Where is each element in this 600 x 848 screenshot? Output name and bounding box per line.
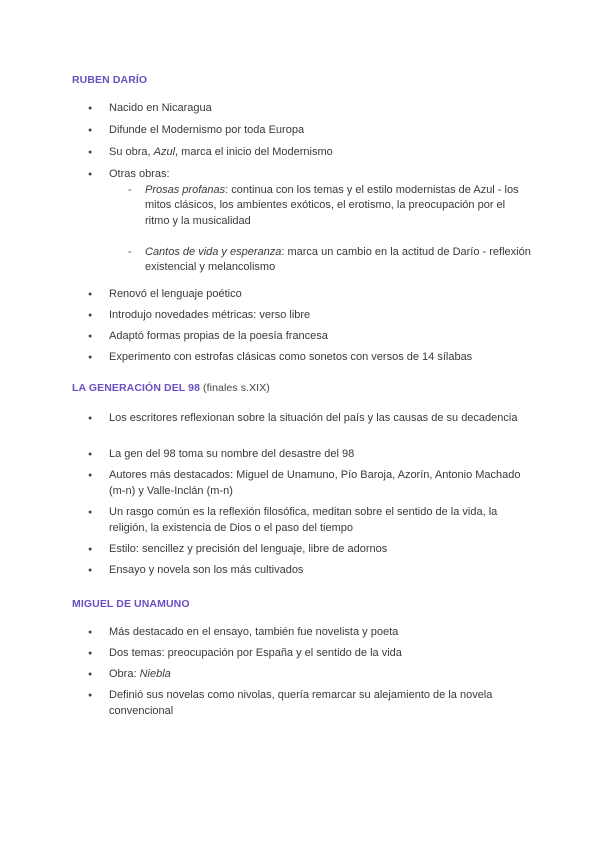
list-item: ● Experimento con estrofas clásicas como sonetos con versos de 14 sílabas: [72, 350, 532, 371]
heading-title: LA GENERACIÓN DEL 98: [72, 382, 201, 394]
generacion-98-list: [72, 411, 532, 584]
section-heading: RUBEN DARÍO: [72, 74, 148, 86]
list-item: ● Estilo: sencillez y precisión del lenguaje, libre de adornos: [72, 542, 532, 563]
section-generacion-98: [72, 381, 532, 395]
work-title: Cantos de vida y esperanza: [145, 245, 282, 258]
list-item: [72, 667, 532, 688]
list-item: ● Más destacado en el ensayo, también fue novelista y poeta: [72, 625, 532, 646]
heading-note: (finales s.XIX): [200, 382, 270, 394]
item-text: Otras obras:: [109, 168, 170, 180]
list-item: ● Definió sus novelas como nivolas, quería remarcar su alejamiento de la novela convencional: [72, 688, 532, 719]
section-miguel-de-unamuno: [72, 597, 532, 611]
list-item: [72, 145, 532, 167]
list-item: ● Un rasgo común es la reflexión filosófica, meditan sobre el sentido de la vida, la religión, la existencia de Dios o el paso del tiempo: [72, 505, 532, 542]
list-item: ● Ensayo y novela son los más cultivados: [72, 563, 532, 584]
work-title: Azul: [153, 146, 176, 158]
item-text: : continua con los temas y el estilo modernistas de Azul - los mitos clásicos, los ambientes exóticos, el erotismo, la preocupación por el ritmo y la musicalidad: [145, 183, 519, 227]
item-text: Su obra,: [109, 146, 154, 158]
ruben-dario-list-continued: [72, 287, 532, 371]
work-title: Niebla: [139, 668, 171, 680]
sub-list: [109, 183, 532, 276]
work-title: Prosas profanas: [145, 183, 226, 196]
list-item: ● La gen del 98 toma su nombre del desastre del 98: [72, 447, 532, 468]
item-text: Obra:: [109, 668, 140, 680]
list-item: ● Autores más destacados: Miguel de Unamuno, Pío Baroja, Azorín, Antonio Machado (m-n) y Valle-Inclán (m-n): [72, 468, 532, 505]
sub-list-item: [109, 245, 532, 276]
item-text: , marca el inicio del Modernismo: [175, 146, 333, 158]
list-item: ● Introdujo novedades métricas: verso libre: [72, 308, 532, 329]
unamuno-list: [72, 625, 532, 719]
section-heading: [72, 381, 532, 395]
list-item: ● Los escritores reflexionan sobre la situación del país y las causas de su decadencia: [72, 411, 532, 447]
list-item: ● Dos temas: preocupación por España y el sentido de la vida: [72, 646, 532, 667]
section-heading: MIGUEL DE UNAMUNO: [72, 598, 190, 610]
list-item: ● Difunde el Modernismo por toda Europa: [72, 123, 532, 145]
list-item: ● Nacido en Nicaragua: [72, 101, 532, 123]
list-item: ● Adaptó formas propias de la poesía francesa: [72, 329, 532, 350]
section-ruben-dario: [72, 73, 532, 87]
ruben-dario-list: [72, 101, 532, 276]
list-item: ● Renovó el lenguaje poético: [72, 287, 532, 308]
list-item: [72, 167, 532, 276]
item-text: : marca un cambio en la actitud de Darío - reflexión existencial y melancolismo: [145, 245, 531, 273]
sub-list-item: [109, 183, 532, 230]
